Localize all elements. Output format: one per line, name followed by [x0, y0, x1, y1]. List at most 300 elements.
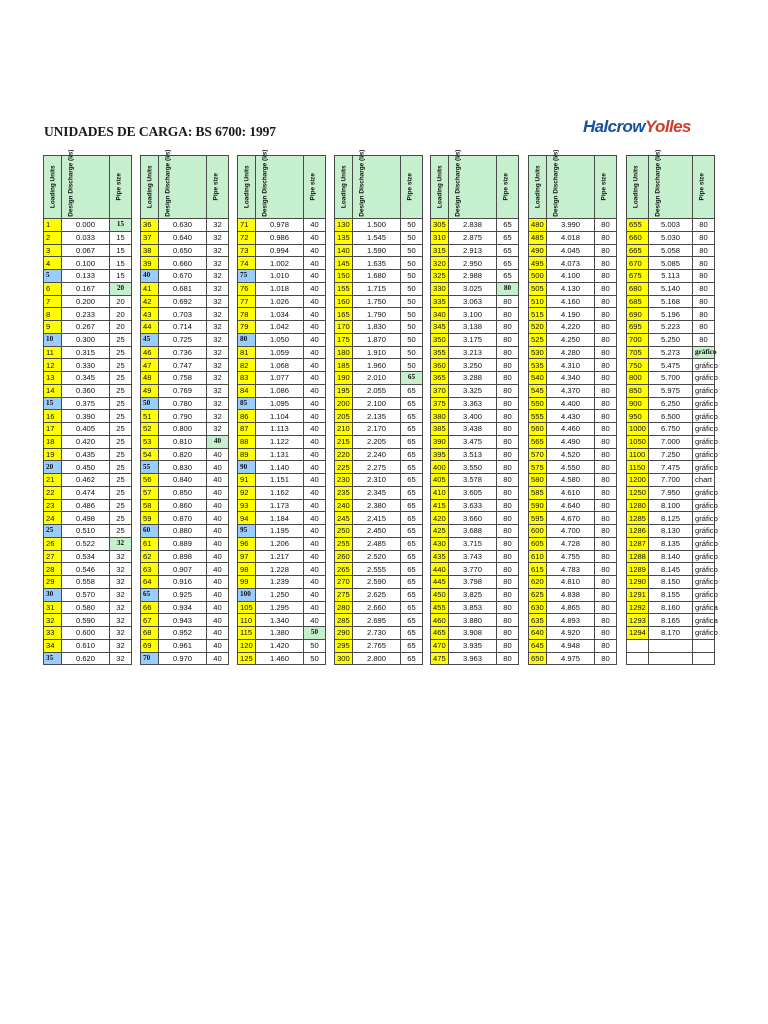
loading-units-cell: 54: [141, 448, 159, 461]
pipe-size-cell: 80: [595, 499, 617, 512]
pipe-size-cell: 80: [595, 461, 617, 474]
table-row: [141, 384, 229, 397]
loading-units-cell: 450: [431, 588, 449, 601]
table-row: [44, 295, 132, 308]
design-discharge-cell: 2.913: [449, 244, 497, 257]
design-discharge-cell: 0.660: [159, 257, 207, 270]
table-row: [141, 359, 229, 372]
table-row: [335, 627, 423, 640]
loading-units-cell: 535: [529, 359, 547, 372]
pipe-size-cell: 50: [401, 308, 423, 321]
design-discharge-cell: 0.534: [62, 550, 110, 563]
table-row: [627, 550, 715, 563]
table-row: [627, 359, 715, 372]
design-discharge-cell: 4.670: [547, 512, 595, 525]
pipe-size-cell: 25: [110, 512, 132, 525]
table-row: [529, 652, 617, 665]
loading-units-cell: 83: [238, 372, 256, 385]
table-row: [238, 308, 326, 321]
table-row: [141, 295, 229, 308]
loading-units-cell: 540: [529, 372, 547, 385]
design-discharge-cell: 1.206: [256, 537, 304, 550]
loading-units-cell: 43: [141, 308, 159, 321]
pipe-size-cell: 80: [693, 333, 715, 346]
pipe-size-cell: 80: [595, 282, 617, 295]
pipe-size-cell: 40: [304, 435, 326, 448]
pipe-size-cell: 32: [207, 410, 229, 423]
loading-units-table-5: [430, 149, 519, 665]
design-discharge-cell: 0.267: [62, 321, 110, 334]
design-discharge-cell: 8.160: [649, 601, 693, 614]
design-discharge-cell: 4.810: [547, 576, 595, 589]
table-row: [44, 333, 132, 346]
table-row: [141, 372, 229, 385]
loading-units-cell: 275: [335, 588, 353, 601]
design-discharge-cell: 4.728: [547, 537, 595, 550]
table-row: [335, 410, 423, 423]
loading-units-cell: 435: [431, 550, 449, 563]
pipe-size-cell: 20: [110, 308, 132, 321]
design-discharge-cell: 0.907: [159, 563, 207, 576]
loading-units-table-2: [140, 149, 229, 665]
loading-units-cell: 615: [529, 563, 547, 576]
loading-units-cell: 545: [529, 384, 547, 397]
table-row: [44, 639, 132, 652]
loading-units-cell: 500: [529, 270, 547, 283]
pipe-size-cell: 40: [207, 486, 229, 499]
header-loading-units: [529, 156, 547, 219]
table-row: [141, 639, 229, 652]
pipe-size-cell: 80: [595, 257, 617, 270]
design-discharge-cell: 3.770: [449, 563, 497, 576]
loading-units-cell: 950: [627, 410, 649, 423]
header-design-discharge: [449, 149, 497, 219]
design-discharge-cell: 1.104: [256, 410, 304, 423]
pipe-size-cell: 40: [304, 295, 326, 308]
pipe-size-cell: 40: [207, 499, 229, 512]
table-row: [44, 346, 132, 359]
design-discharge-cell: 5.975: [649, 384, 693, 397]
pipe-size-cell: 80: [497, 448, 519, 461]
pipe-size-cell: 80: [595, 512, 617, 525]
design-discharge-cell: 1.173: [256, 499, 304, 512]
loading-units-cell: 1287: [627, 537, 649, 550]
loading-units-cell: 170: [335, 321, 353, 334]
pipe-size-cell: 40: [304, 423, 326, 436]
design-discharge-cell: 1.500: [353, 219, 401, 232]
loading-units-cell: 145: [335, 257, 353, 270]
loading-units-cell: 27: [44, 550, 62, 563]
loading-units-cell: 20: [44, 461, 62, 474]
loading-units-cell: 47: [141, 359, 159, 372]
table-row: [141, 231, 229, 244]
table-row: [141, 576, 229, 589]
table-row: [141, 499, 229, 512]
loading-units-cell: 530: [529, 346, 547, 359]
table-row: [627, 537, 715, 550]
loading-units-cell: 640: [529, 627, 547, 640]
pipe-size-cell: 20: [110, 295, 132, 308]
table-row: [238, 282, 326, 295]
pipe-size-cell: 32: [207, 231, 229, 244]
design-discharge-cell: 0.961: [159, 639, 207, 652]
table-row: [44, 550, 132, 563]
loading-units-cell: 68: [141, 627, 159, 640]
design-discharge-cell: 5.273: [649, 346, 693, 359]
pipe-size-cell: 80: [595, 474, 617, 487]
pipe-size-cell: 80: [497, 627, 519, 640]
loading-units-cell: 400: [431, 461, 449, 474]
loading-units-cell: 94: [238, 512, 256, 525]
design-discharge-cell: 1.034: [256, 308, 304, 321]
pipe-size-cell: 80: [595, 639, 617, 652]
pipe-size-cell: 80: [497, 423, 519, 436]
pipe-size-cell: 40: [207, 474, 229, 487]
design-discharge-cell: 0.800: [159, 423, 207, 436]
loading-units-cell: 80: [238, 333, 256, 346]
table-row: [44, 257, 132, 270]
design-discharge-cell: 2.415: [353, 512, 401, 525]
loading-units-cell: 520: [529, 321, 547, 334]
pipe-size-cell: 50: [304, 639, 326, 652]
header-design-discharge-label: Design Discharge (l/s): [654, 149, 662, 217]
pipe-size-cell: 80: [693, 308, 715, 321]
pipe-size-cell: 40: [304, 474, 326, 487]
design-discharge-cell: 0.630: [159, 219, 207, 232]
design-discharge-cell: 2.555: [353, 563, 401, 576]
pipe-size-cell: chart: [693, 474, 715, 487]
table-row: [529, 372, 617, 385]
pipe-size-cell: 50: [401, 244, 423, 257]
loading-units-cell: 560: [529, 423, 547, 436]
table-row: [529, 219, 617, 232]
pipe-size-cell: 80: [497, 308, 519, 321]
pipe-size-cell: 80: [497, 359, 519, 372]
table-row: [627, 231, 715, 244]
table-row: [238, 244, 326, 257]
design-discharge-cell: 1.228: [256, 563, 304, 576]
pipe-size-cell: 50: [401, 270, 423, 283]
loading-units-cell: 280: [335, 601, 353, 614]
table-row: [627, 588, 715, 601]
table-row: [335, 397, 423, 410]
design-discharge-cell: 0.450: [62, 461, 110, 474]
pipe-size-cell: 50: [401, 231, 423, 244]
pipe-size-cell: 80: [497, 563, 519, 576]
table-row: [431, 257, 519, 270]
design-discharge-cell: 0.498: [62, 512, 110, 525]
design-discharge-cell: 4.220: [547, 321, 595, 334]
table-row: [141, 282, 229, 295]
loading-units-cell: 395: [431, 448, 449, 461]
design-discharge-cell: 5.003: [649, 219, 693, 232]
table-row: [431, 435, 519, 448]
design-discharge-cell: 5.223: [649, 321, 693, 334]
loading-units-cell: 81: [238, 346, 256, 359]
header-pipe-size-label: Pipe size: [309, 173, 317, 201]
pipe-size-cell: 40: [304, 359, 326, 372]
header-design-discharge: [159, 149, 207, 219]
table-row: [238, 257, 326, 270]
header-pipe-size-label: Pipe size: [502, 173, 510, 201]
table-row: [141, 652, 229, 665]
loading-units-cell: 155: [335, 282, 353, 295]
design-discharge-cell: 8.170: [649, 627, 693, 640]
table-row: [335, 359, 423, 372]
pipe-size-cell: 80: [497, 397, 519, 410]
table-row: [627, 448, 715, 461]
loading-units-cell: 1100: [627, 448, 649, 461]
table-row: [335, 461, 423, 474]
loading-units-cell: 1294: [627, 627, 649, 640]
loading-units-cell: 110: [238, 614, 256, 627]
table-row: [238, 219, 326, 232]
table-row: [627, 563, 715, 576]
loading-units-cell: 555: [529, 410, 547, 423]
pipe-size-cell: 40: [304, 499, 326, 512]
design-discharge-cell: 1.010: [256, 270, 304, 283]
design-discharge-cell: 5.113: [649, 270, 693, 283]
table-row: [529, 461, 617, 474]
loading-units-cell: 655: [627, 219, 649, 232]
pipe-size-cell: 40: [207, 639, 229, 652]
loading-units-cell: 75: [238, 270, 256, 283]
design-discharge-cell: 2.205: [353, 435, 401, 448]
pipe-size-cell: 65: [401, 525, 423, 538]
loading-units-cell: 1286: [627, 525, 649, 538]
loading-units-cell: 270: [335, 576, 353, 589]
design-discharge-cell: 8.150: [649, 576, 693, 589]
design-discharge-cell: 3.288: [449, 372, 497, 385]
design-discharge-cell: 1.077: [256, 372, 304, 385]
table-row: [529, 588, 617, 601]
header-loading-units: [238, 156, 256, 219]
loading-units-cell: 1050: [627, 435, 649, 448]
header-pipe-size: [304, 156, 326, 219]
loading-units-cell: 660: [627, 231, 649, 244]
pipe-size-cell: 32: [207, 321, 229, 334]
header-design-discharge: [649, 149, 693, 219]
company-logo: [583, 117, 691, 137]
loading-units-cell: 675: [627, 270, 649, 283]
table-row: [627, 282, 715, 295]
loading-units-cell: 93: [238, 499, 256, 512]
pipe-size-cell: 80: [497, 601, 519, 614]
table-row: [529, 435, 617, 448]
loading-units-cell: 6: [44, 282, 62, 295]
table-row: [627, 576, 715, 589]
table-row: [335, 282, 423, 295]
design-discharge-cell: 0.510: [62, 525, 110, 538]
pipe-size-cell: 80: [497, 295, 519, 308]
design-discharge-cell: 7.000: [649, 435, 693, 448]
design-discharge-cell: 0.330: [62, 359, 110, 372]
loading-units-cell: 2: [44, 231, 62, 244]
loading-units-cell: 850: [627, 384, 649, 397]
loading-units-cell: 58: [141, 499, 159, 512]
table-row: [141, 346, 229, 359]
pipe-size-cell: 25: [110, 448, 132, 461]
loading-units-cell: 34: [44, 639, 62, 652]
table-row: [627, 435, 715, 448]
header-loading-units-label: Loading Units: [243, 165, 251, 209]
design-discharge-cell: 1.195: [256, 525, 304, 538]
table-row: [141, 627, 229, 640]
design-discharge-cell: 2.660: [353, 601, 401, 614]
design-discharge-cell: 1.095: [256, 397, 304, 410]
table-row: [44, 359, 132, 372]
design-discharge-cell: 0.758: [159, 372, 207, 385]
loading-units-cell: 84: [238, 384, 256, 397]
table-row: [238, 359, 326, 372]
header-design-discharge-label: Design Discharge (l/s): [358, 149, 366, 217]
table-row: [44, 372, 132, 385]
loading-units-cell: 175: [335, 333, 353, 346]
design-discharge-cell: 0.736: [159, 346, 207, 359]
loading-units-cell: 36: [141, 219, 159, 232]
design-discharge-cell: 8.135: [649, 537, 693, 550]
table-row: [529, 614, 617, 627]
design-discharge-cell: 1.042: [256, 321, 304, 334]
table-row: [238, 550, 326, 563]
design-discharge-cell: 3.363: [449, 397, 497, 410]
table-row: [44, 614, 132, 627]
loading-units-cell: 285: [335, 614, 353, 627]
table-row: [44, 423, 132, 436]
table-row: [335, 499, 423, 512]
loading-units-cell: 160: [335, 295, 353, 308]
design-discharge-cell: 1.151: [256, 474, 304, 487]
pipe-size-cell: 65: [401, 461, 423, 474]
pipe-size-cell: gráfico: [693, 346, 715, 359]
pipe-size-cell: gráfico: [693, 448, 715, 461]
design-discharge-cell: 7.475: [649, 461, 693, 474]
pipe-size-cell: 65: [497, 257, 519, 270]
pipe-size-cell: gráfico: [693, 499, 715, 512]
loading-units-cell: 31: [44, 601, 62, 614]
loading-units-cell: 410: [431, 486, 449, 499]
loading-units-cell: 215: [335, 435, 353, 448]
loading-units-cell: 72: [238, 231, 256, 244]
design-discharge-cell: 2.055: [353, 384, 401, 397]
loading-units-cell: 88: [238, 435, 256, 448]
header-pipe-size-label: Pipe size: [698, 173, 706, 201]
loading-units-cell: 96: [238, 537, 256, 550]
design-discharge-cell: 3.935: [449, 639, 497, 652]
design-discharge-cell: 5.058: [649, 244, 693, 257]
table-row: [431, 308, 519, 321]
design-discharge-cell: 0.820: [159, 448, 207, 461]
header-pipe-size-label: Pipe size: [406, 173, 414, 201]
design-discharge-cell: 3.138: [449, 321, 497, 334]
pipe-size-cell: 40: [304, 563, 326, 576]
design-discharge-cell: 3.880: [449, 614, 497, 627]
pipe-size-cell: gráfico: [693, 525, 715, 538]
loading-units-cell: 415: [431, 499, 449, 512]
table-row: [44, 525, 132, 538]
pipe-size-cell: 80: [595, 563, 617, 576]
header-design-discharge-label: Design Discharge (l/s): [164, 149, 172, 217]
pipe-size-cell: 65: [401, 384, 423, 397]
table-row: [238, 397, 326, 410]
table-row: [238, 486, 326, 499]
header-loading-units-label: Loading Units: [340, 165, 348, 209]
loading-units-cell: 4: [44, 257, 62, 270]
table-row: [335, 652, 423, 665]
design-discharge-cell: 6.500: [649, 410, 693, 423]
loading-units-cell: 370: [431, 384, 449, 397]
header-design-discharge-label: Design Discharge (l/s): [67, 149, 75, 217]
header-design-discharge: [62, 149, 110, 219]
pipe-size-cell: gráfico: [693, 627, 715, 640]
loading-units-cell: 30: [44, 588, 62, 601]
loading-units-cell: 210: [335, 423, 353, 436]
loading-units-cell: 33: [44, 627, 62, 640]
pipe-size-cell: 15: [110, 244, 132, 257]
loading-units-cell: 56: [141, 474, 159, 487]
design-discharge-cell: 0.462: [62, 474, 110, 487]
loading-units-cell: 495: [529, 257, 547, 270]
loading-units-cell: 315: [431, 244, 449, 257]
pipe-size-cell: 80: [497, 614, 519, 627]
table-row: [141, 474, 229, 487]
design-discharge-cell: 4.783: [547, 563, 595, 576]
header-loading-units: [431, 156, 449, 219]
pipe-size-cell: 80: [595, 372, 617, 385]
pipe-size-cell: 32: [207, 282, 229, 295]
pipe-size-cell: 40: [304, 231, 326, 244]
design-discharge-cell: 1.680: [353, 270, 401, 283]
table-row: [44, 435, 132, 448]
design-discharge-cell: 1.184: [256, 512, 304, 525]
design-discharge-cell: 8.125: [649, 512, 693, 525]
pipe-size-cell: 25: [110, 397, 132, 410]
loading-units-cell: 255: [335, 537, 353, 550]
design-discharge-cell: 0.033: [62, 231, 110, 244]
table-row: [627, 270, 715, 283]
pipe-size-cell: 80: [497, 550, 519, 563]
loading-units-cell: 82: [238, 359, 256, 372]
pipe-size-cell: [693, 652, 715, 665]
pipe-size-cell: 25: [110, 346, 132, 359]
design-discharge-cell: 4.190: [547, 308, 595, 321]
table-row: [238, 448, 326, 461]
table-row: [335, 308, 423, 321]
design-discharge-cell: 1.790: [353, 308, 401, 321]
loading-units-cell: 37: [141, 231, 159, 244]
pipe-size-cell: 40: [304, 384, 326, 397]
pipe-size-cell: 32: [207, 257, 229, 270]
design-discharge-cell: 0.769: [159, 384, 207, 397]
loading-units-cell: 1291: [627, 588, 649, 601]
loading-units-cell: 645: [529, 639, 547, 652]
design-discharge-cell: 3.908: [449, 627, 497, 640]
pipe-size-cell: 40: [304, 346, 326, 359]
design-discharge-cell: 1.910: [353, 346, 401, 359]
loading-units-cell: [627, 652, 649, 665]
loading-units-cell: 98: [238, 563, 256, 576]
loading-units-cell: 245: [335, 512, 353, 525]
design-discharge-cell: 5.168: [649, 295, 693, 308]
loading-units-table-1: [43, 149, 132, 665]
loading-units-cell: 91: [238, 474, 256, 487]
table-row: [431, 295, 519, 308]
design-discharge-cell: 0.390: [62, 410, 110, 423]
table-row: [627, 423, 715, 436]
design-discharge-cell: 4.280: [547, 346, 595, 359]
table-row: [238, 614, 326, 627]
loading-units-cell: 490: [529, 244, 547, 257]
